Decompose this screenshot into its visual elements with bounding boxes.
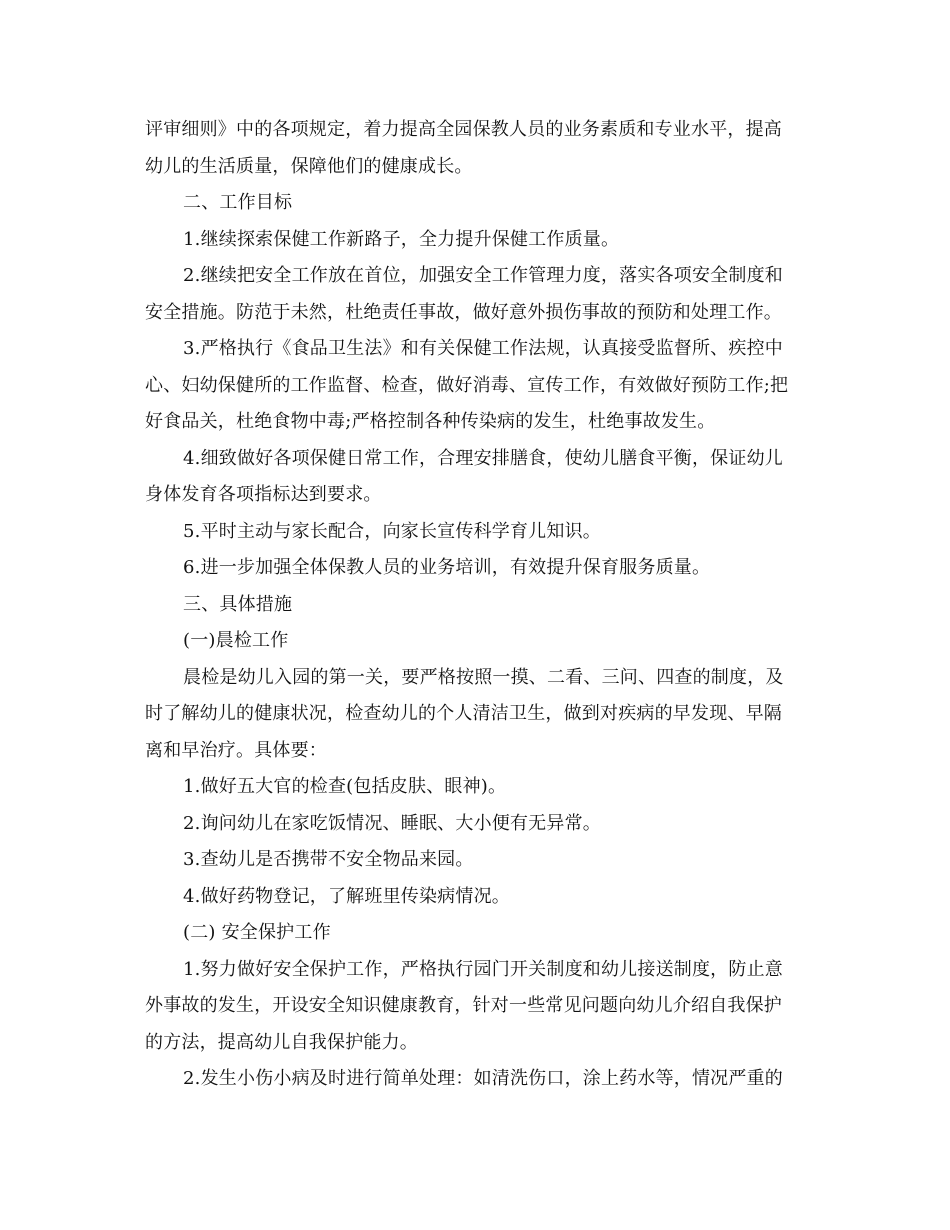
- text-line: 2.继续把安全工作放在首位，加强安全工作管理力度，落实各项安全制度和: [183, 265, 783, 286]
- text-line: 4.细致做好各项保健日常工作，合理安排膳食，使幼儿膳食平衡，保证幼儿: [183, 447, 783, 469]
- text-line: 外事故的发生，开设安全知识健康教育，针对一些常见问题向幼儿介绍自我保护: [145, 995, 782, 1016]
- text-line: 的方法，提高幼儿自我保护能力。: [145, 1031, 418, 1053]
- text-line: (二) 安全保护工作: [183, 922, 331, 943]
- text-line: 心、妇幼保健所的工作监督、检查，做好消毒、宣传工作，有效做好预防工作;把: [145, 374, 789, 396]
- text-line: 1.继续探索保健工作新路子，全力提升保健工作质量。: [183, 228, 620, 250]
- text-line: 6.进一步加强全体保教人员的业务培训，有效提升保育服务质量。: [183, 557, 711, 578]
- text-line: 3.查幼儿是否携带不安全物品来园。: [183, 849, 474, 870]
- text-line: 时了解幼儿的健康状况，检查幼儿的个人清洁卫生，做到对疾病的早发现、早隔: [145, 703, 782, 724]
- text-line: 5.平时主动与家长配合，向家长宣传科学育儿知识。: [183, 520, 601, 542]
- text-line: 身体发育各项指标达到要求。: [145, 484, 382, 505]
- text-line: 离和早治疗。具体要：: [145, 739, 327, 761]
- text-line: 安全措施。防范于未然，杜绝责任事故，做好意外损伤事故的预防和处理工作。: [145, 301, 782, 323]
- text-line: (一)晨检工作: [183, 630, 289, 651]
- text-line: 幼儿的生活质量，保障他们的健康成长。: [145, 155, 473, 177]
- text-line: 1.做好五大官的检查(包括皮肤、眼神)。: [183, 776, 507, 797]
- text-line: 2.询问幼儿在家吃饭情况、睡眠、大小便有无异常。: [183, 812, 601, 834]
- text-line: 1.努力做好安全保护工作，严格执行园门开关制度和幼儿接送制度，防止意: [183, 958, 783, 980]
- text-line: 4.做好药物登记，了解班里传染病情况。: [183, 885, 510, 907]
- text-line: 晨检是幼儿入园的第一关，要严格按照一摸、二看、三问、四查的制度，及: [183, 666, 784, 688]
- text-line: 评审细则》中的各项规定，着力提高全园保教人员的业务素质和专业水平，提高: [145, 119, 782, 140]
- document-page: [145, 112, 810, 1098]
- text-line: 2.发生小伤小病及时进行简单处理：如清洗伤口，涂上药水等，情况严重的: [183, 1068, 783, 1089]
- text-line: 三、具体措施: [183, 593, 293, 615]
- text-line: 3.严格执行《食品卫生法》和有关保健工作法规，认真接受监督所、疾控中: [183, 338, 783, 359]
- text-line: 二、工作目标: [183, 192, 293, 213]
- text-line: 好食品关，杜绝食物中毒;严格控制各种传染病的发生，杜绝事故发生。: [145, 411, 716, 432]
